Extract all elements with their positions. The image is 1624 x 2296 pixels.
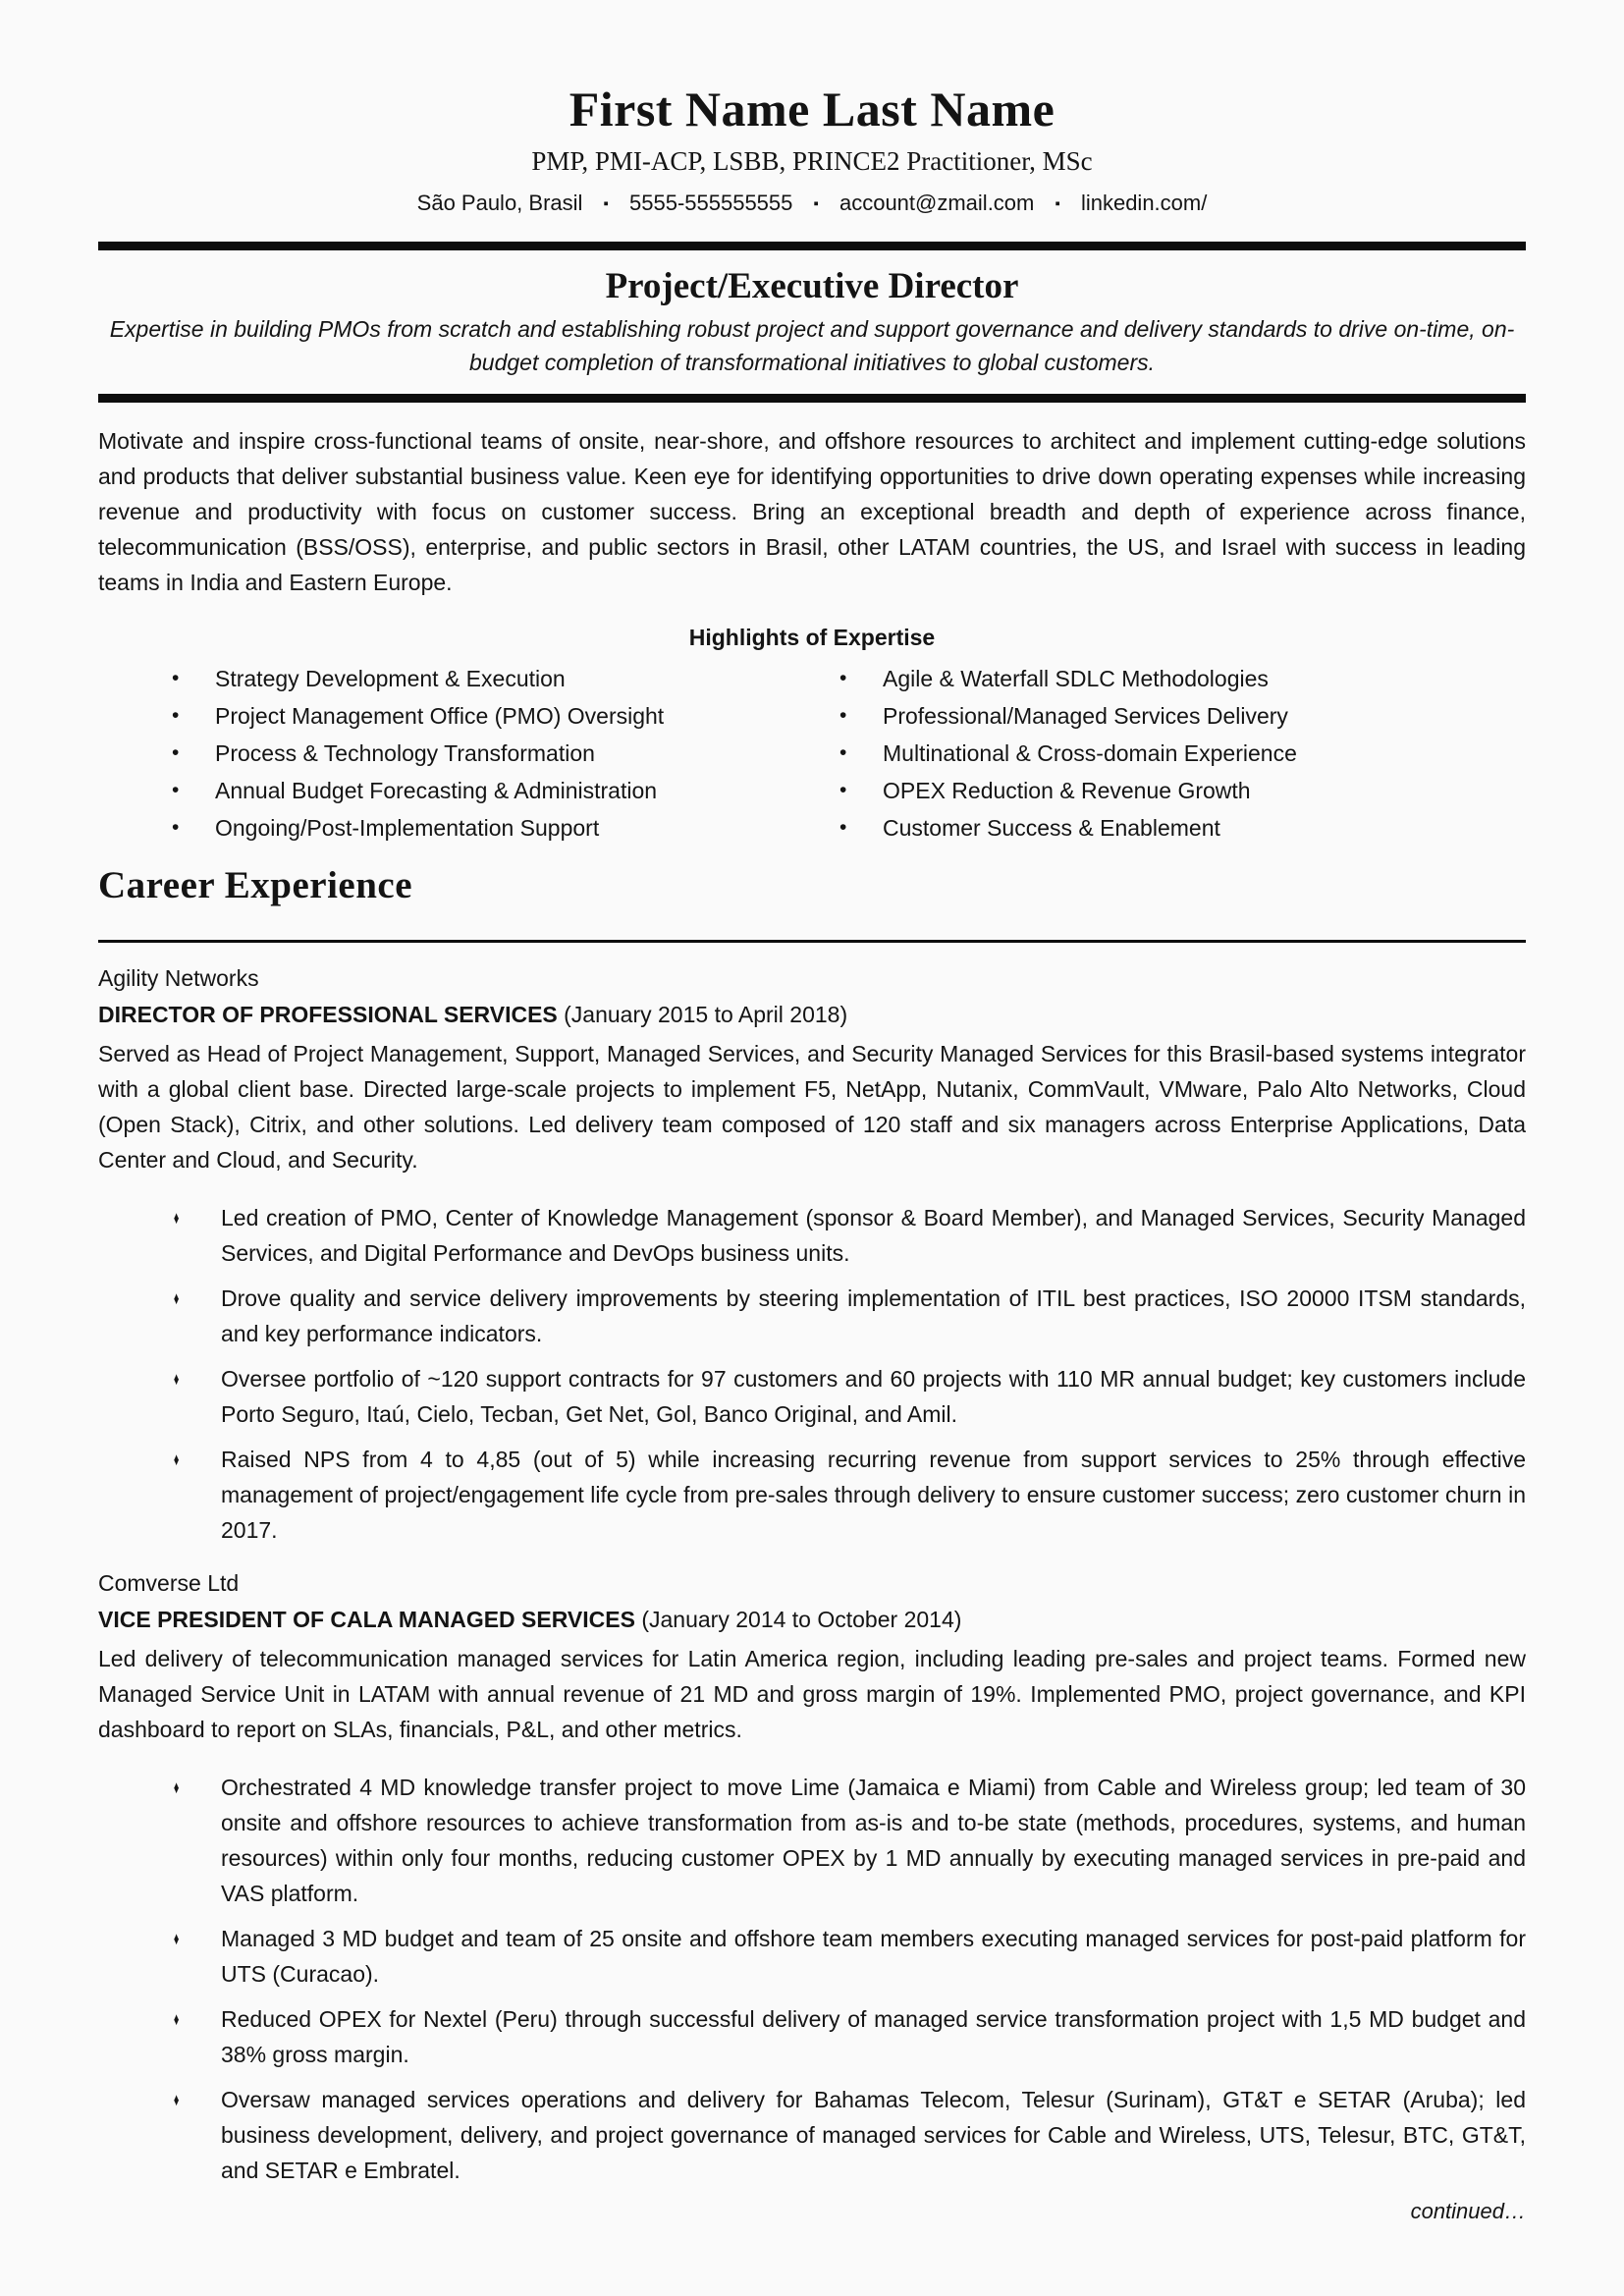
job-bullet-text: Managed 3 MD budget and team of 25 onsite and offshore team members executing managed services for post-paid platform for UTS (Curacao). (221, 1926, 1526, 1988)
bullet-icon: • (172, 704, 180, 727)
job-bullet-text: Oversaw managed services operations and delivery for Bahamas Telecom, Telesur (Surinam), GT&T e SETAR (Aruba); led business development, delivery, and project governance of managed services for Cable and Wireless, UTS, Telesur, BTC, GT&T, and SETAR e Embratel. (221, 2087, 1526, 2184)
highlights-heading: Highlights of Expertise (688, 625, 936, 650)
contact-location: São Paulo, Brasil (416, 191, 583, 215)
job-bullet-text: Reduced OPEX for Nextel (Peru) through successful delivery of managed service transformation project with 1,5 MD budget and 38% gross margin. (221, 2006, 1526, 2068)
highlight-text: Multinational & Cross-domain Experience (883, 740, 1297, 766)
job-bullet-list (98, 1770, 1526, 2188)
job-bullet (172, 2001, 1526, 2072)
contact-linkedin: linkedin.com/ (1080, 191, 1208, 215)
job-title: DIRECTOR OF PROFESSIONAL SERVICES (98, 1002, 558, 1028)
square-separator-icon: ▪ (813, 195, 819, 212)
highlight-item (839, 736, 1526, 771)
bullet-icon: • (172, 741, 180, 764)
contact-line (98, 190, 1526, 218)
square-separator-icon: ▪ (1055, 195, 1060, 212)
bullet-icon: • (172, 779, 180, 801)
highlight-text: Professional/Managed Services Delivery (883, 703, 1288, 729)
contact-email: account@zmail.com (839, 191, 1035, 215)
job-bullet (172, 2082, 1526, 2188)
bullet-icon: • (839, 816, 847, 839)
contact-phone: 5555-555555555 (629, 191, 793, 215)
job-summary: Served as Head of Project Management, Support, Managed Services, and Security Managed Services for this Brasil-based systems integrator with a global client base. Directed large-scale projects to implement F5, NetApp, Nutanix, CommVault, VMware, Palo Alto Networks, Cloud (Open Stack), Citrix, and other solutions. Led delivery team composed of 120 staff and six managers across Enterprise Applications, Data Center and Cloud, and Security. (98, 1041, 1526, 1174)
career-experience-heading: Career Experience (98, 864, 413, 906)
job-bullet-text: Led creation of PMO, Center of Knowledge Management (sponsor & Board Member), and Managed Services, Security Managed Services, and Digital Performance and DevOps business units. (221, 1205, 1526, 1267)
job-bullet-text: Raised NPS from 4 to 4,85 (out of 5) while increasing recurring revenue from support services to 25% through effective management of project/engagement life cycle from pre-sales through delivery to ensure customer success; zero customer churn in 2017. (221, 1447, 1526, 1544)
highlight-item (839, 773, 1526, 808)
job-bullet-text: Oversee portfolio of ~120 support contracts for 97 customers and 60 projects with 110 MR annual budget; key customers include Porto Seguro, Itaú, Cielo, Tecban, Get Net, Gol, Banco Original, and Amil. (221, 1366, 1526, 1428)
highlight-text: Customer Success & Enablement (883, 815, 1220, 841)
candidate-name: First Name Last Name (568, 82, 1056, 137)
highlight-item (172, 736, 812, 771)
job-title-line (98, 1000, 1526, 1029)
diamond-bullet-icon: ♦ (173, 2090, 180, 2110)
job-bullet (172, 1281, 1526, 1351)
headline-tagline: Expertise in building PMOs from scratch and establishing robust project and support governance and delivery standards to drive on-time, on-budget completion of transformational initiatives to global customers. (109, 316, 1515, 375)
bullet-icon: • (839, 704, 847, 727)
job-bullet (172, 1770, 1526, 1911)
highlight-text: Annual Budget Forecasting & Administration (215, 778, 658, 803)
diamond-bullet-icon: ♦ (173, 1929, 180, 1949)
job-entry (98, 1568, 1526, 2188)
highlight-text: Agile & Waterfall SDLC Methodologies (883, 666, 1269, 691)
job-title: VICE PRESIDENT OF CALA MANAGED SERVICES (98, 1607, 635, 1633)
continued-note: continued… (1410, 2199, 1526, 2224)
job-summary: Led delivery of telecommunication managed services for Latin America region, including leading pre-sales and project teams. Formed new Managed Service Unit in LATAM with annual revenue of 21 MD and gross margin of 19%. Implemented PMO, project governance, and KPI dashboard to report on SLAs, financials, P&L, and other metrics. (98, 1646, 1526, 1743)
company-name: Comverse Ltd (98, 1570, 240, 1597)
highlight-item (172, 810, 812, 846)
career-heading-divider (98, 940, 1526, 943)
highlight-text: Strategy Development & Execution (215, 666, 566, 691)
job-bullet (172, 1442, 1526, 1548)
bullet-icon: • (839, 741, 847, 764)
job-dates: (January 2015 to April 2018) (564, 1002, 848, 1028)
header-divider (98, 242, 1526, 250)
bullet-icon: • (839, 667, 847, 689)
bullet-icon: • (172, 816, 180, 839)
square-separator-icon: ▪ (603, 195, 609, 212)
highlights-right-column (812, 661, 1526, 847)
highlight-text: Ongoing/Post-Implementation Support (215, 815, 600, 841)
job-dates: (January 2014 to October 2014) (641, 1607, 962, 1633)
highlight-text: Project Management Office (PMO) Oversight (215, 703, 665, 729)
highlight-item (172, 661, 812, 696)
diamond-bullet-icon: ♦ (173, 1449, 180, 1470)
bullet-icon: • (172, 667, 180, 689)
highlights-list (98, 661, 1526, 847)
diamond-bullet-icon: ♦ (173, 1777, 180, 1798)
highlight-text: Process & Technology Transformation (215, 740, 595, 766)
highlights-left-column (98, 661, 812, 847)
highlight-item (839, 661, 1526, 696)
highlight-text: OPEX Reduction & Revenue Growth (883, 778, 1251, 803)
job-entry (98, 963, 1526, 1548)
job-title-line (98, 1605, 1526, 1634)
job-bullet (172, 1200, 1526, 1271)
credentials-line: PMP, PMI-ACP, LSBB, PRINCE2 Practitioner, MSc (531, 146, 1093, 176)
job-bullet-text: Drove quality and service delivery improvements by steering implementation of ITIL best practices, ISO 20000 ITSM standards, and key performance indicators. (221, 1285, 1526, 1347)
diamond-bullet-icon: ♦ (173, 1288, 180, 1309)
headline-divider (98, 394, 1526, 403)
diamond-bullet-icon: ♦ (173, 1369, 180, 1390)
job-bullet-list (98, 1200, 1526, 1548)
highlight-item (172, 698, 812, 734)
company-name: Agility Networks (98, 965, 259, 992)
bullet-icon: • (839, 779, 847, 801)
diamond-bullet-icon: ♦ (173, 2009, 180, 2030)
highlight-item (839, 810, 1526, 846)
highlight-item (839, 698, 1526, 734)
diamond-bullet-icon: ♦ (173, 1208, 180, 1229)
headline-title: Project/Executive Director (605, 266, 1019, 306)
highlight-item (172, 773, 812, 808)
job-bullet (172, 1921, 1526, 1992)
profile-summary: Motivate and inspire cross-functional teams of onsite, near-shore, and offshore resources to architect and implement cutting-edge solutions and products that deliver substantial business value. Keen eye for identifying opportunities to drive down operating expenses while increasing revenue and productivity with focus on customer success. Bring an exceptional breadth and depth of experience across finance, telecommunication (BSS/OSS), enterprise, and public sectors in Brasil, other LATAM countries, the US, and Israel with success in leading teams in India and Eastern Europe. (98, 428, 1526, 595)
job-bullet (172, 1361, 1526, 1432)
job-bullet-text: Orchestrated 4 MD knowledge transfer project to move Lime (Jamaica e Miami) from Cable and Wireless group; led team of 30 onsite and offshore resources to achieve transformation from as-is and to-be state (methods, procedures, systems, and human resources) within only four months, reducing customer OPEX by 1 MD annually by executing managed services in pre-paid and VAS platform. (221, 1775, 1526, 1907)
